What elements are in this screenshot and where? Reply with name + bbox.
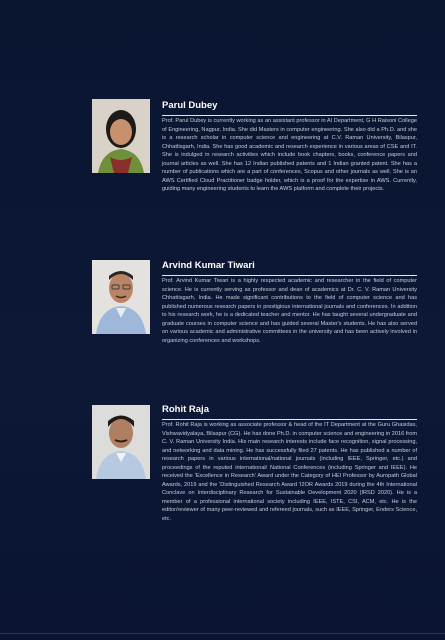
portrait-man-glasses-icon — [92, 260, 150, 334]
page-bottom-divider — [0, 633, 445, 634]
portrait-man-icon — [92, 405, 150, 479]
portrait-woman-icon — [92, 99, 150, 173]
author-photo — [92, 99, 150, 173]
author-photo — [92, 260, 150, 334]
author-photo — [92, 405, 150, 479]
author-name: Rohit Raja — [162, 404, 417, 420]
author-name: Arvind Kumar Tiwari — [162, 260, 417, 276]
author-bio: Prof. Arvind Kumar Tiwari is a highly respected academic and researcher in the field of computer science. He is currently serving as professor and dean of academics at Dr. C. V. Raman University Chhattisgarh, India. He made significant contributions to the field of computer science and has published numerous research papers in prestigious international journals and conferences. In addition to his research work, he is a dedicated teacher and mentor. He has taught several undergraduate and graduate courses in computer science and has guided several Master's students. He has also served on various academic and administrative committees in the university and has been actively involved in organizing conferences and workshops. — [162, 278, 417, 344]
author-bio: Prof. Rohit Raja is working as associate professor & head of the IT Department at the Guru Ghasidas, Vishwavidyalaya, Bilaspur (CG). He has done Ph.D. in computer science and engineering in 2016 from C. V. Raman University India. His main research interests include face recognition, signal processing, and networking and data mining. He has successfully filed 27 patents. He has published a number of research papers in various international/national journals (including IEEE, Springer, etc.) and proceedings of the reputed international/ National Conferences (including Springer and IEEE). He received the 'Excellence in Research' Award under the Category of HEI Professor by Auropath Global Awards, 2019 and the 'Distinguished Research Award 'I2OR Awards 2019 during the 4th International Conclave on Interdisciplinary Research for Sustainable Development 2020 (IRSD 2020). He is a member of a professional international society including IEEE, ISTE, CSI, ACM, etc. He is the editor/reviewer of many peer-reviewed and refereed journals, such as IEEE, Springer, Enders Science, etc. — [162, 422, 417, 522]
author-name: Parul Dubey — [162, 100, 417, 116]
author-bio: Prof. Parul Dubey is currently working as an assistant professor in AI Department, G H Raisoni College of Engineering, Nagpur, India. She did Masters in computer engineering. She also did a Ph.D. and she is a research scholar in computer science and engineering at C.V. Raman University, Bilaspur, Chhattisgarh, India. She has good academic and research experience in various areas of CSE and IT. She is indulged in research activities which include book chapters, books, conference papers and journal articles as well. She has 12 Indian published patents and 1 Indian granted patent. She has a number of publications which are a part of conferences, Scopus and other journals as well. She is an AWS Certified Cloud Practitioner badge holder, which is a proof for the expertise in AWS. Currently, guiding many engineering students to learn the AWS platform and complete their projects. — [162, 118, 417, 192]
